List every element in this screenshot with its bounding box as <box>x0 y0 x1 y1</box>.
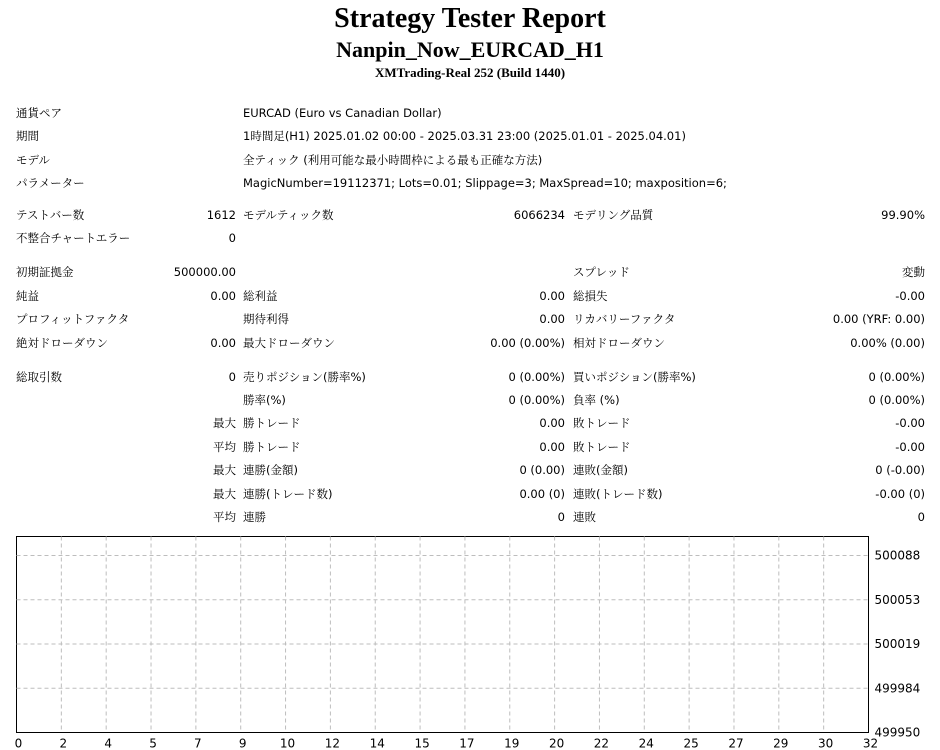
chart-y-tick-label: 499950 <box>874 725 921 740</box>
recovery-factor-value: 0.00 (YRF: 0.00) <box>832 312 925 326</box>
chart-x-tick-label: 7 <box>194 736 202 750</box>
chart-y-tick-label: 500053 <box>874 592 921 607</box>
chart-y-tick-label: 500088 <box>874 548 921 563</box>
consecutive-wins-amount-value: 0 (0.00) <box>519 463 565 477</box>
chart-plot-area <box>17 537 869 733</box>
chart-x-tick-label: 24 <box>638 736 654 750</box>
modeling-quality-label: モデリング品質 <box>573 208 654 222</box>
absolute-drawdown-value: 0.00 <box>210 336 236 350</box>
maximal-drawdown-value: 0.00 (0.00%) <box>490 336 565 350</box>
relative-drawdown-value: 0.00% (0.00) <box>850 336 925 350</box>
report-title: Strategy Tester Report <box>334 3 606 34</box>
net-profit-label: 純益 <box>16 289 39 303</box>
chart-x-tick-label: 2 <box>59 736 68 750</box>
consecutive-losses-count-label: 連敗(トレード数) <box>573 487 663 501</box>
largest-loss-trade-label: 敗トレード <box>573 416 631 430</box>
mismatch-errors-value: 0 <box>228 231 236 245</box>
average-win-trade-label: 勝トレード <box>243 440 301 454</box>
gross-loss-label: 総損失 <box>573 289 608 303</box>
test-bars-value: 1612 <box>206 208 236 222</box>
max-consecutive-label: 最大 <box>213 463 236 477</box>
total-trades-label: 総取引数 <box>16 370 62 384</box>
loss-rate-value: 0 (0.00%) <box>868 393 925 407</box>
symbol-label: 通貨ペア <box>16 106 62 120</box>
gross-profit-label: 総利益 <box>243 289 278 303</box>
consecutive-wins-count-label: 連勝(トレード数) <box>243 487 333 501</box>
maximal-drawdown-label: 最大ドローダウン <box>243 336 335 350</box>
expected-payoff-value: 0.00 <box>539 312 565 326</box>
chart-y-ticks <box>875 549 921 740</box>
loss-rate-label: 負率 (%) <box>573 393 620 407</box>
chart-x-tick-label: 15 <box>414 736 430 750</box>
consecutive-wins-amount-label: 連勝(金額) <box>243 463 298 477</box>
symbol-value: EURCAD (Euro vs Canadian Dollar) <box>243 106 442 120</box>
model-ticks-value: 6066234 <box>513 208 565 222</box>
average-label: 平均 <box>213 440 236 454</box>
long-positions-label: 買いポジション(勝率%) <box>573 370 696 384</box>
largest-win-trade-label: 勝トレード <box>243 416 301 430</box>
win-rate-label: 勝率(%) <box>243 393 286 407</box>
parameters-label: パラメーター <box>16 176 85 190</box>
expert-name: Nanpin_Now_EURCAD_H1 <box>336 37 604 62</box>
chart-x-tick-label: 29 <box>773 736 789 750</box>
chart-x-tick-label: 19 <box>504 736 520 750</box>
profit-factor-label: プロフィットファクタ <box>16 312 130 326</box>
chart-x-tick-label: 17 <box>459 736 475 750</box>
modeling-quality-value: 99.90% <box>881 208 925 222</box>
largest-win-trade-value: 0.00 <box>539 416 565 430</box>
parameters-value: MagicNumber=19112371; Lots=0.01; Slippage=3; MaxSpread=10; maxposition=6; <box>243 176 727 190</box>
chart-y-tick-label: 499984 <box>874 681 921 696</box>
mismatch-errors-label: 不整合チャートエラー <box>16 231 131 245</box>
consecutive-losses-amount-value: 0 (-0.00) <box>875 463 925 477</box>
gross-profit-value: 0.00 <box>539 289 565 303</box>
consecutive-losses-amount-label: 連敗(金額) <box>573 463 628 477</box>
initial-deposit-label: 初期証拠金 <box>16 265 74 279</box>
chart-x-tick-label: 4 <box>104 736 113 750</box>
period-label: 期間 <box>16 129 39 143</box>
chart-x-tick-label: 0 <box>14 736 23 750</box>
initial-deposit-value: 500000.00 <box>173 265 236 279</box>
relative-drawdown-label: 相対ドローダウン <box>573 336 665 350</box>
chart-x-tick-label: 27 <box>728 736 744 750</box>
long-positions-value: 0 (0.00%) <box>868 370 925 384</box>
short-positions-value: 0 (0.00%) <box>508 370 565 384</box>
chart-x-tick-label: 14 <box>369 736 385 750</box>
average-win-trade-value: 0.00 <box>539 440 565 454</box>
test-bars-label: テストバー数 <box>16 208 85 222</box>
total-trades-value: 0 <box>228 370 236 384</box>
model-ticks-label: モデルティック数 <box>243 208 334 222</box>
chart-y-tick-label: 500019 <box>874 637 921 651</box>
chart-x-tick-label: 32 <box>862 736 879 750</box>
average-consecutive-losses-value: 0 <box>917 510 925 524</box>
period-value: 1時間足(H1) 2025.01.02 00:00 - 2025.03.31 23:00 (2025.01.01 - 2025.04.01) <box>243 129 686 143</box>
average-loss-trade-value: -0.00 <box>895 440 925 454</box>
chart-x-tick-label: 30 <box>818 736 834 750</box>
expected-payoff-label: 期待利得 <box>243 312 289 326</box>
server-info: XMTrading-Real 252 (Build 1440) <box>374 65 566 80</box>
average-consecutive-wins-label: 連勝 <box>243 510 266 524</box>
model-value: 全ティック (利用可能な最小時間枠による最も正確な方法) <box>243 153 543 167</box>
net-profit-value: 0.00 <box>210 289 236 303</box>
model-label: モデル <box>16 153 50 167</box>
gross-loss-value: -0.00 <box>895 289 925 303</box>
absolute-drawdown-label: 絶対ドローダウン <box>16 336 108 350</box>
spread-label: スプレッド <box>573 265 630 279</box>
win-rate-value: 0 (0.00%) <box>508 393 565 407</box>
spread-value: 変動 <box>902 265 925 279</box>
chart-x-tick-label: 10 <box>279 736 296 750</box>
recovery-factor-label: リカバリーファクタ <box>573 312 676 326</box>
average-consecutive-label: 平均 <box>213 510 236 524</box>
largest-loss-trade-value: -0.00 <box>895 416 925 430</box>
max-consecutive-count-label: 最大 <box>213 487 236 501</box>
chart-x-tick-label: 22 <box>593 736 610 750</box>
chart-x-tick-label: 9 <box>238 736 247 750</box>
consecutive-wins-count-value: 0.00 (0) <box>519 487 565 501</box>
consecutive-losses-count-value: -0.00 (0) <box>875 487 925 501</box>
chart-x-tick-label: 12 <box>324 736 341 750</box>
average-loss-trade-label: 敗トレード <box>573 440 631 454</box>
short-positions-label: 売りポジション(勝率%) <box>243 370 366 384</box>
chart-x-tick-label: 25 <box>683 736 699 750</box>
chart-x-tick-label: 20 <box>548 736 565 750</box>
chart-x-ticks <box>15 737 878 750</box>
average-consecutive-wins-value: 0 <box>557 510 565 524</box>
average-consecutive-losses-label: 連敗 <box>573 510 596 524</box>
largest-label: 最大 <box>213 416 236 430</box>
chart-x-tick-label: 5 <box>149 736 157 750</box>
